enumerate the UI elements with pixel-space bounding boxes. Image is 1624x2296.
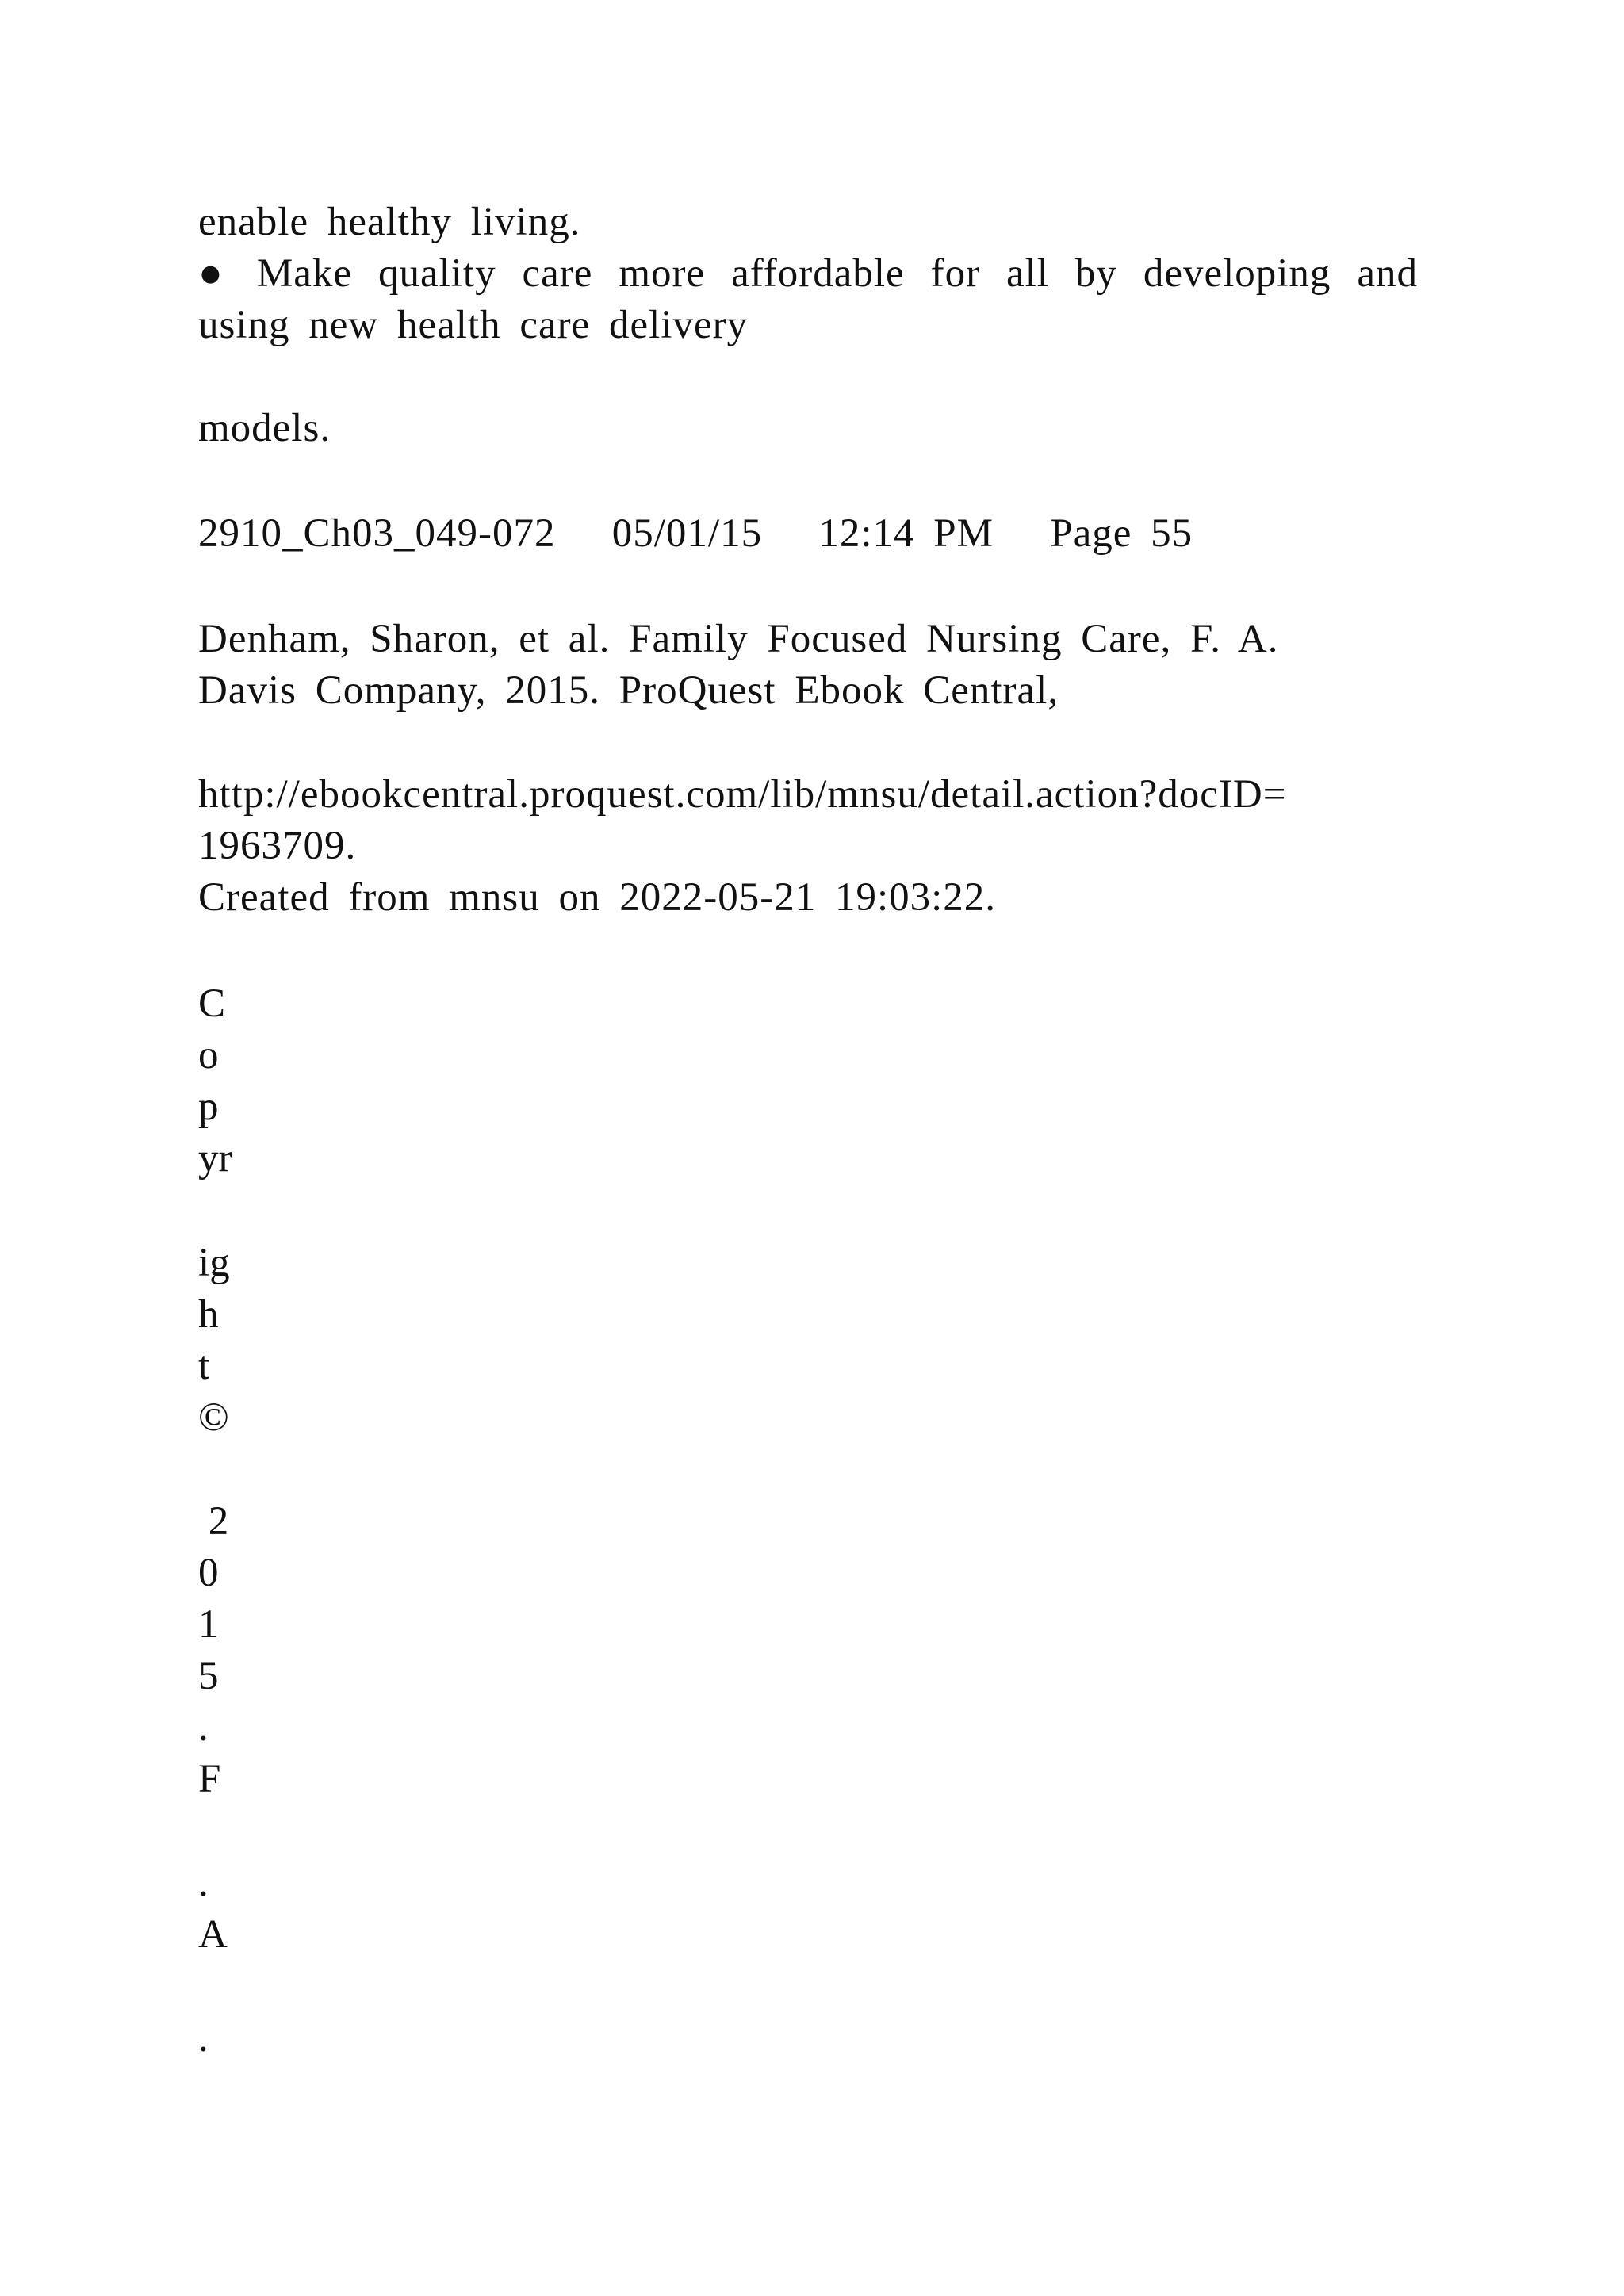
citation-line: Denham, Sharon, et al. Family Focused Nursing Care, F. A. — [198, 617, 1279, 661]
vertical-char: . — [198, 1861, 209, 1905]
text-line: using new health care delivery — [198, 303, 749, 347]
vertical-char: o — [198, 1033, 219, 1077]
citation-url: http://ebookcentral.proquest.com/lib/mnsu/detail.action?docID= — [198, 772, 1287, 817]
vertical-char: yr — [198, 1136, 232, 1181]
page-header-line: 2910_Ch03_049-072 05/01/15 12:14 PM Page 55 — [198, 511, 1193, 556]
vertical-char: A — [198, 1912, 228, 1957]
vertical-char: 0 — [198, 1551, 219, 1595]
bullet-line: ● Make quality care more affordable for all by developing and — [198, 251, 1418, 296]
vertical-char: h — [198, 1292, 219, 1337]
vertical-char: 2 — [198, 1499, 229, 1544]
vertical-char: . — [198, 1705, 209, 1750]
vertical-char: © — [198, 1395, 229, 1440]
vertical-char: p — [198, 1085, 219, 1129]
created-line: Created from mnsu on 2022-05-21 19:03:22. — [198, 875, 997, 920]
vertical-char: C — [198, 982, 226, 1026]
vertical-char: F — [198, 1757, 221, 1801]
text-line: enable healthy living. — [198, 200, 581, 244]
vertical-char: 1 — [198, 1602, 219, 1647]
vertical-char: t — [198, 1344, 210, 1388]
citation-url: 1963709. — [198, 824, 357, 868]
vertical-char: ig — [198, 1241, 230, 1285]
vertical-char: 5 — [198, 1654, 219, 1698]
citation-line: Davis Company, 2015. ProQuest Ebook Central, — [198, 668, 1059, 713]
vertical-char: . — [198, 2016, 209, 2061]
text-line: models. — [198, 406, 331, 450]
